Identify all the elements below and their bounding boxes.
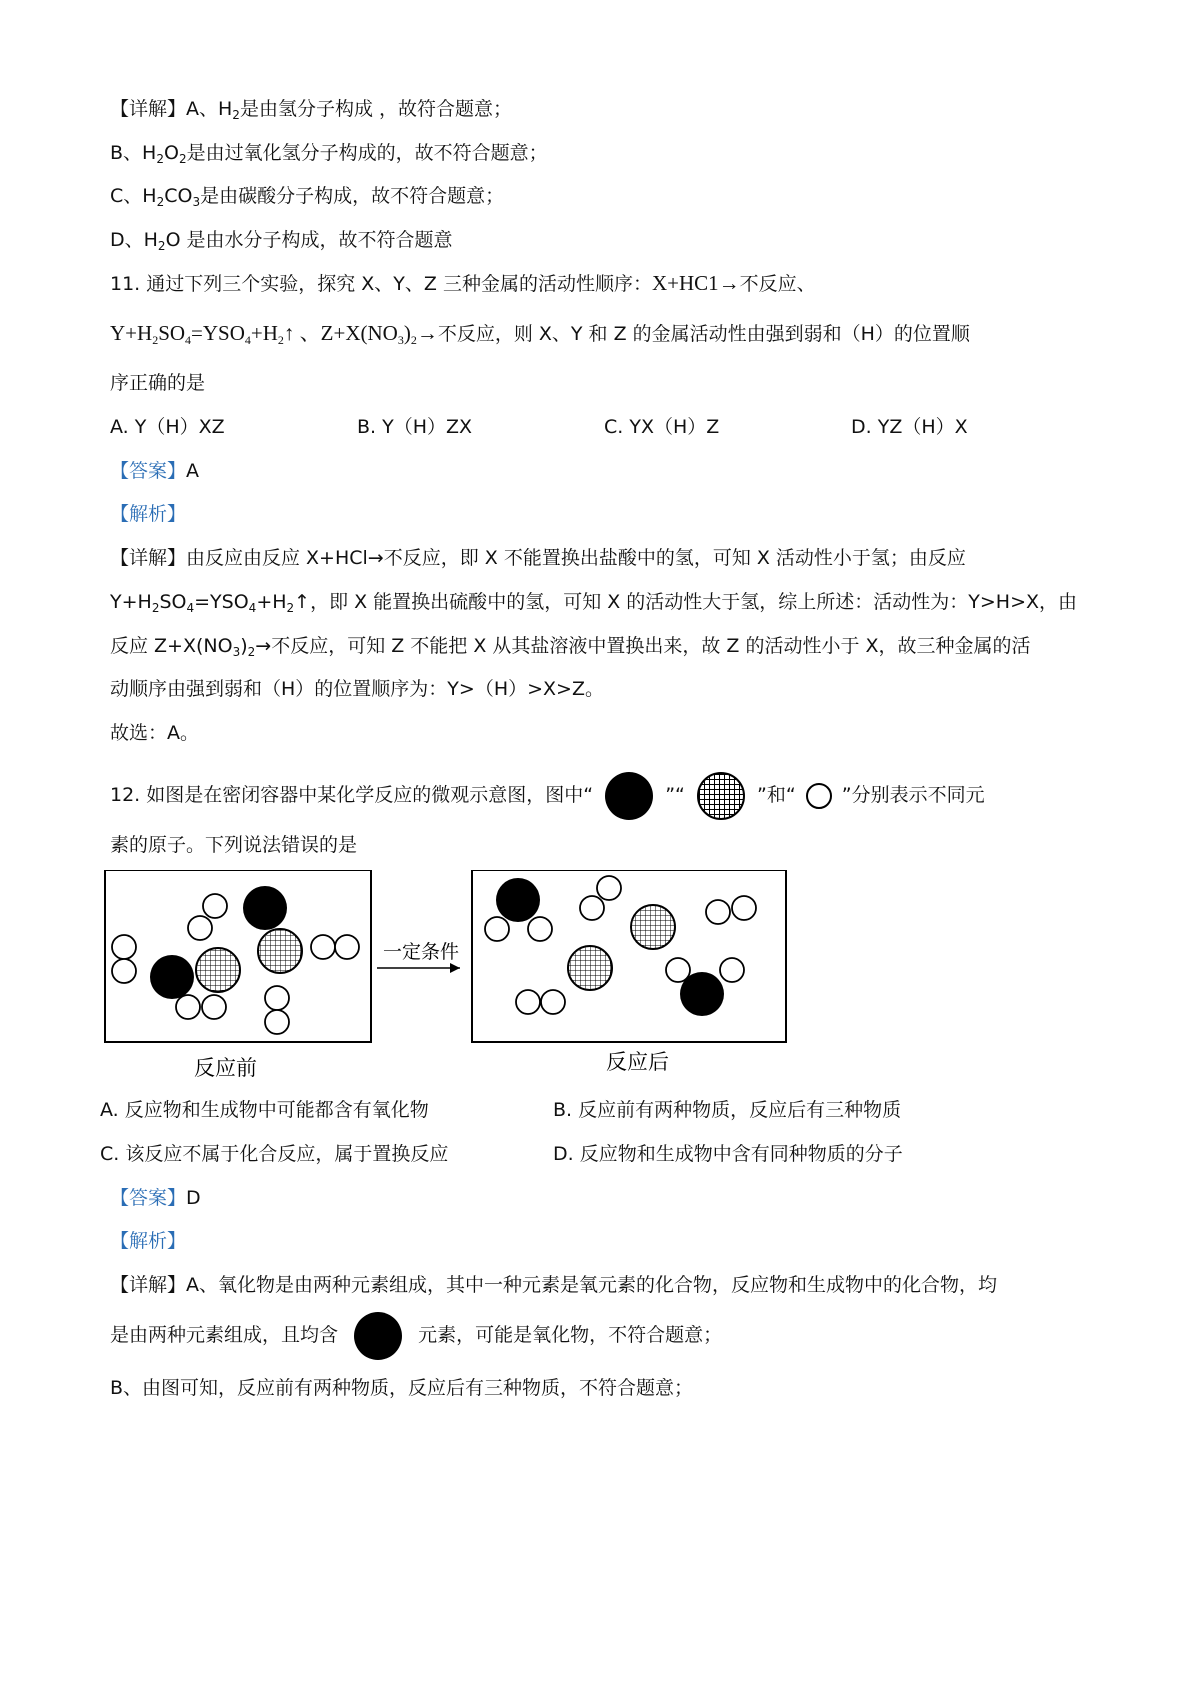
text-span: 是由过氧化氢分子构成的，故不符合题意； [186,142,548,164]
subscript: 2 [156,152,164,166]
q12-analysis-label: 【解析】 [110,1230,187,1252]
text-span: ”分别表示不同元 [841,784,985,806]
before-particles [112,886,359,1034]
q10-detail-a [110,96,512,122]
text-span: ”和“ [756,784,796,806]
subscript: 3 [192,195,201,209]
q11-detail-line1: 【详解】由反应由反应 X+HCl→不反应，即 X 不能置换出盐酸中的氢，可知 X 活动性小于氢；由反应 [110,547,966,569]
text-span: Y+H [110,321,153,345]
subscript: 4 [186,601,195,615]
q11-analysis-label: 【解析】 [110,503,187,525]
q12-stem-line2: 素的原子。下列说法错误的是 [110,834,358,856]
arrow-head-icon [450,963,460,973]
q11-stem-line3: 序正确的是 [110,372,206,394]
q12-detail-line1: 【详解】A、氧化物是由两种元素组成，其中一种元素是氧元素的化合物，反应物和生成物中的化合物，均 [110,1274,998,1296]
q12-answer [110,1185,201,1211]
q12-stem-line1 [110,770,985,820]
subscript: 4 [244,333,251,347]
after-label: 反应后 [606,1050,669,1074]
before-label: 反应前 [194,1056,257,1080]
subscript: 3 [232,645,241,659]
q10-option-b [110,140,548,166]
text-span: 不反应、 [739,273,816,295]
q11-option-a: A. Y（H）XZ [110,416,225,438]
black-atom-icon [605,772,653,820]
q12-option-a: A. 反应物和生成物中可能都含有氧化物 [100,1099,429,1121]
subscript: 2 [286,601,295,615]
subscript: 3 [397,333,404,347]
text-span: 反应 Z+X(NO [110,635,233,657]
q11-stem-line2 [110,320,970,347]
after-particles [485,876,756,1016]
answer-value: D [186,1187,201,1209]
q11-option-b: B. Y（H）ZX [357,416,473,438]
text-span: =YSO [191,321,245,345]
q11-detail-line3 [110,633,1031,659]
text-span: ) [240,635,248,657]
black-atom-icon [354,1312,402,1360]
text-span: C、H [110,185,157,207]
subscript: 2 [247,645,256,659]
q10-option-d [110,227,453,253]
text-span: 【详解】A、H [110,98,233,120]
subscript: 2 [157,239,166,253]
text-span: 不反应，则 X、Y 和 Z 的金属活动性由强到弱和（H）的位置顺 [437,323,970,345]
answer-label: 【答案】 [110,1187,187,1209]
text-span: O 是由水分子构成，故不符合题意 [165,229,453,251]
text-span: Y+H [110,591,152,613]
text-span: SO [158,321,186,345]
answer-value: A [186,460,200,482]
q12-detail-line3: B、由图可知，反应前有两种物质，反应后有三种物质，不符合题意； [110,1377,694,1399]
text-span: ”“ [665,784,685,806]
text-span: =YSO [194,591,249,613]
equation [110,321,438,345]
text-span: 12. 如图是在密闭容器中某化学反应的微观示意图，图中“ [110,784,594,806]
subscript: 2 [277,333,284,347]
q12-option-b: B. 反应前有两种物质，反应后有三种物质 [553,1099,902,1121]
q11-choice: 故选：A。 [110,722,199,744]
answer-label: 【答案】 [110,460,187,482]
subscript: 2 [152,333,159,347]
text-span: 是由碳酸分子构成，故不符合题意； [200,185,505,207]
text-span: CO [164,185,193,207]
q11-answer [110,458,199,484]
reaction-diagram [100,870,870,1100]
subscript: 2 [178,152,187,166]
q11-detail-line4: 动顺序由强到弱和（H）的位置顺序为：Y>（H）>X>Z。 [110,678,604,700]
subscript: 4 [185,333,192,347]
q11-option-c: C. YX（H）Z [604,416,720,438]
text-span: SO [159,591,187,613]
text-span: 元素，可能是氧化物，不符合题意； [418,1324,723,1346]
text-span: B、H [110,142,157,164]
subscript: 2 [232,108,240,122]
text-span: ) [403,321,411,345]
subscript: 2 [156,195,165,209]
text-span: 是由两种元素组成，且均含 [110,1324,339,1346]
text-span: →不反应，可知 Z 不能把 X 从其盐溶液中置换出来，故 Z 的活动性小于 X，故三种金属的活 [255,635,1031,657]
white-atom-icon [806,783,832,809]
subscript: 4 [248,601,257,615]
equation: X+HC1→ [651,271,740,295]
subscript: 2 [410,333,417,347]
text-span: 是由氢分子构成 ，故符合题意； [239,98,512,120]
q10-option-c [110,183,504,209]
q11-stem-line1 [110,270,816,297]
q12-detail-line2 [110,1310,722,1360]
text-span: +H [250,321,278,345]
text-span: 11. 通过下列三个实验，探究 X、Y、Z 三种金属的活动性顺序： [110,273,652,295]
text-span: ↑，即 X 能置换出硫酸中的氢，可知 X 的活动性大于氢，综上所述：活动性为：Y>H>X，由 [294,591,1078,613]
text-span: ↑ 、Z+X(NO [283,321,398,345]
text-span: D、H [110,229,158,251]
subscript: 2 [151,601,160,615]
q11-option-d: D. YZ（H）X [851,416,968,438]
grid-atom-icon [697,772,745,820]
text-span: +H [256,591,287,613]
q12-option-c: C. 该反应不属于化合反应，属于置换反应 [100,1143,449,1165]
q11-detail-line2 [110,589,1077,615]
text-span: O [163,142,179,164]
text-span: → [416,321,438,345]
arrow-label: 一定条件 [383,941,460,963]
q12-option-d: D. 反应物和生成物中含有同种物质的分子 [553,1143,903,1165]
